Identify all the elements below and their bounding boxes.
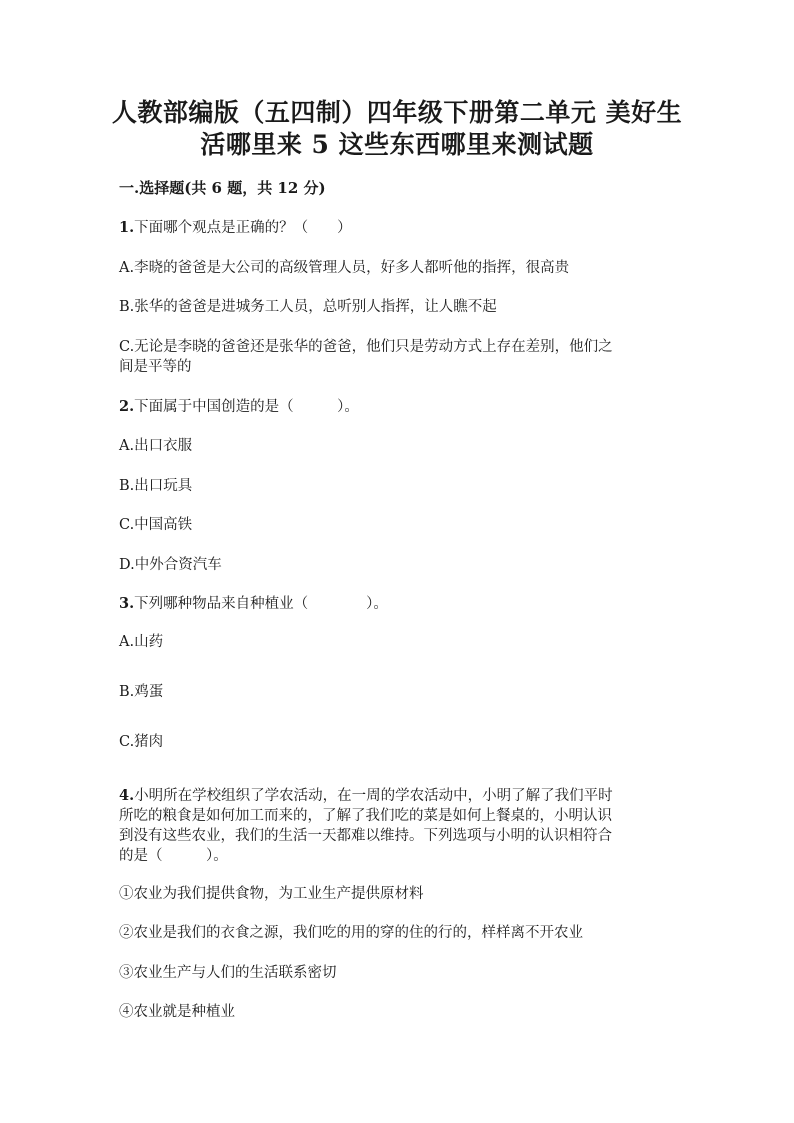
section-heading: 一.选择题(共 6 题，共 12 分) [119, 179, 326, 197]
question-1-option-c-continued: 间是平等的 [119, 359, 192, 375]
question-4-statement-1: ①农业为我们提供食物，为工业生产提供原材料 [119, 886, 424, 902]
question-1-option-a: A.李晓的爸爸是大公司的高级管理人员，好多人都听他的指挥，很高贵 [119, 260, 570, 276]
question-4-stem-line-2: 所吃的粮食是如何加工而来的，了解了我们吃的菜是如何上餐桌的，小明认识 [119, 808, 612, 824]
question-3-option-a: A.山药 [119, 634, 164, 650]
question-2-option-a: A.出口衣服 [119, 438, 193, 454]
question-4-statement-4: ④农业就是种植业 [119, 1004, 235, 1020]
question-3-number: 3. [119, 595, 135, 612]
page-title-line-2: 活哪里来 5 这些东西哪里来测试题 [200, 130, 594, 159]
question-3-text: 下列哪种物品来自种植业（ ）。 [134, 596, 388, 612]
question-4-stem-line-1 [119, 786, 679, 806]
question-2-option-d: D.中外合资汽车 [119, 557, 222, 573]
question-3-stem [119, 594, 679, 614]
question-1-stem [119, 218, 679, 238]
question-4-stem-line-3: 到没有这些农业，我们的生活一天都难以维持。下列选项与小明的认识相符合 [119, 828, 612, 844]
question-2-number: 2. [119, 398, 135, 415]
question-3-option-b: B.鸡蛋 [119, 684, 164, 700]
question-2-option-b: B.出口玩具 [119, 478, 193, 494]
question-4-statement-3: ③农业生产与人们的生活联系密切 [119, 965, 337, 981]
question-4-stem-line-4: 的是（ ）。 [119, 848, 228, 864]
question-2-text: 下面属于中国创造的是（ ）。 [134, 399, 359, 415]
question-3-option-c: C.猪肉 [119, 734, 164, 750]
question-2-stem [119, 397, 679, 417]
question-4-number: 4. [119, 787, 135, 804]
question-2-option-c: C.中国高铁 [119, 517, 193, 533]
page-title-line-1: 人教部编版（五四制）四年级下册第二单元 美好生 [111, 98, 683, 127]
question-1-option-b: B.张华的爸爸是进城务工人员，总听别人指挥，让人瞧不起 [119, 299, 497, 315]
question-4-text-line-1: 小明所在学校组织了学农活动，在一周的学农活动中，小明了解了我们平时 [134, 788, 613, 804]
question-1-option-c: C.无论是李晓的爸爸还是张华的爸爸，他们只是劳动方式上存在差别，他们之 [119, 339, 613, 355]
question-4-statement-2: ②农业是我们的衣食之源，我们吃的用的穿的住的行的，样样离不开农业 [119, 925, 583, 941]
question-1-text: 下面哪个观点是正确的？（ ） [134, 220, 352, 236]
question-1-number: 1. [119, 219, 135, 236]
